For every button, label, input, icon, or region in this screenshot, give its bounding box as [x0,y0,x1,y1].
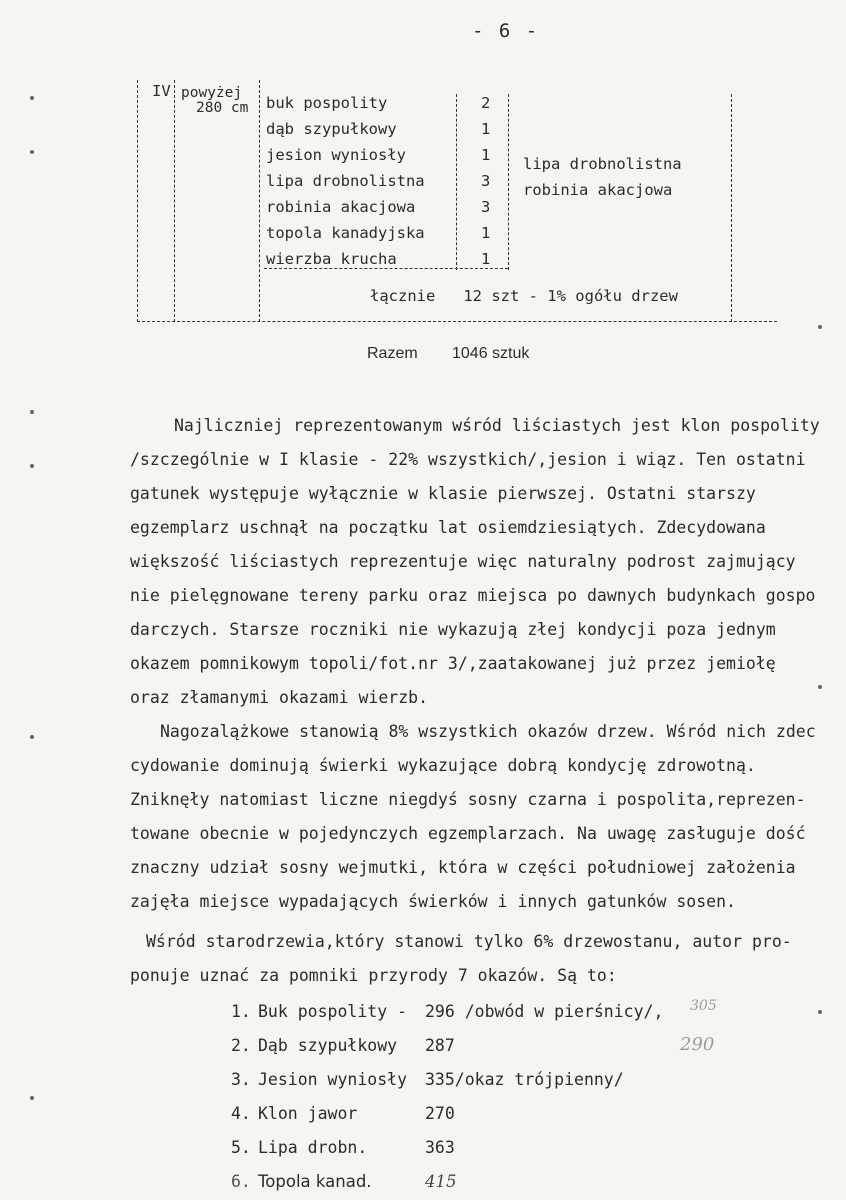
list-item-number: 3. [231,1070,251,1089]
text-line: darczych. Starsze roczniki nie wykazują złej kondycji poza jednym [130,620,776,639]
text-line: zajęła miejsce wypadających świerków i innych gatunków sosen. [130,892,736,911]
list-item-number: 1. [231,1002,251,1021]
species-count: 2 [481,94,491,112]
text-line: oraz złamanymi okazami wierzb. [130,688,429,707]
text-line: egzemplarz uschnął na początku lat osiemdziesiątych. Zdecydowana [130,518,766,537]
margin-speck [30,410,34,414]
list-item-name: Lipa drobn. [258,1138,368,1157]
margin-speck [818,325,822,329]
dominant-species-line2: robinia akacjowa [523,181,673,199]
dominant-species-line1: lipa drobnolistna [523,155,682,173]
species-count: 3 [481,198,491,216]
text-line: gatunek występuje wyłącznie w klasie pierwszej. Ostatni starszy [130,484,756,503]
height-label-line1: powyżej [181,85,243,101]
text-line: Wśród starodrzewia,który stanowi tylko 6% drzewostanu, autor pro- [146,932,792,951]
species-name: lipa drobnolistna [266,172,425,190]
table-divider-height [259,80,260,322]
list-item-number: 5. [231,1138,251,1157]
total-value: 1046 sztuk [452,345,530,362]
handwritten-note: 290 [680,1034,715,1055]
list-item-value: 287 [425,1036,455,1055]
table-border-right [731,94,732,322]
species-count: 1 [481,224,491,242]
margin-speck [818,1010,822,1014]
species-count: 3 [481,172,491,190]
species-name: jesion wyniosły [266,146,406,164]
list-item-number: 6. [231,1172,251,1191]
text-line: Najliczniej reprezentowanym wśród liściastych jest klon pospolity [174,416,820,435]
list-item-number: 2. [231,1036,251,1055]
species-name: topola kanadyjska [266,224,425,242]
species-count: 1 [481,250,491,268]
text-line: cydowanie dominują świerki wykazujące dobrą kondycję zdrowotną. [130,756,756,775]
species-name: wierzba krucha [266,250,397,268]
page-number: - 6 - [472,20,540,42]
list-item-name: Jesion wyniosły [258,1070,408,1089]
text-line: większość liściastych reprezentuje więc naturalny podrost zajmujący [130,552,796,571]
margin-speck [30,464,34,468]
species-name: robinia akacjowa [266,198,416,216]
table-border-left [137,80,138,322]
text-line: Zniknęły natomiast liczne niegdyś sosny czarna i pospolita,reprezen- [130,790,806,809]
list-item-value: 270 [425,1104,455,1123]
list-item-name: Buk pospolity - [258,1002,408,1021]
list-item-value: 296 /obwód w pierśnicy/, [425,1002,664,1021]
text-line: znaczny udział sosny wejmutki, która w części południowej założenia [130,858,796,877]
species-count: 1 [481,146,491,164]
species-name: buk pospolity [266,94,388,112]
total-label: Razem [367,345,418,362]
margin-speck [818,685,822,689]
list-item-value: 335/okaz trójpienny/ [425,1070,624,1089]
text-line: towane obecnie w pojedynczych egzemplarzach. Na uwagę zasługuje dość [130,824,806,843]
text-line: Nagozalążkowe stanowią 8% wszystkich okazów drzew. Wśród nich zdec [160,722,816,741]
margin-speck [30,96,34,100]
table-divider-class [174,80,175,322]
table-divider-count [456,94,457,270]
class-label: IV [152,82,171,100]
table-divider-dominant [508,94,509,270]
text-line: nie pielęgnowane tereny parku oraz miejsca po dawnych budynkach gospo [130,586,816,605]
text-line: ponuje uznać za pomniki przyrody 7 okazów. Są to: [130,966,617,985]
list-item-name: Dąb szypułkowy [258,1036,398,1055]
margin-speck [30,150,34,154]
margin-speck [30,735,34,739]
list-item-name: Topola kanad. [258,1172,372,1191]
list-item-name: Klon jawor [258,1104,358,1123]
table-summary: łącznie 12 szt - 1% ogółu drzew [370,287,678,305]
list-item-value: 363 [425,1138,455,1157]
list-item-number: 4. [231,1104,251,1123]
margin-speck [30,1096,34,1100]
table-bottom-rule [137,321,777,322]
species-name: dąb szypułkowy [266,120,397,138]
height-label-line2: 280 cm [196,100,249,116]
text-line: /szczególnie w I klasie - 22% wszystkich/,jesion i wiąz. Ten ostatni [130,450,806,469]
species-count: 1 [481,120,491,138]
text-line: okazem pomnikowym topoli/fot.nr 3/,zaatakowanej już przez jemiołę [130,654,776,673]
handwritten-note: 305 [690,998,717,1014]
list-item-value: 415 [425,1172,457,1191]
